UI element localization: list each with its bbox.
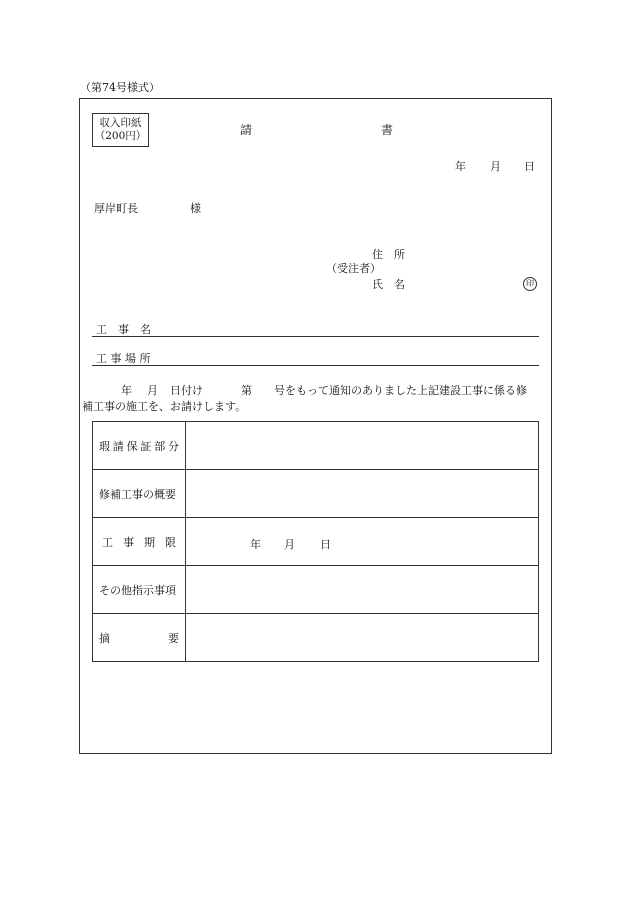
label-text: その他指示事項 [99, 583, 176, 597]
label-char: 工 [102, 535, 113, 549]
label-char: 要 [168, 631, 179, 645]
row-label-other-instructions [93, 566, 186, 614]
document-title-part1: 請 [240, 123, 253, 137]
table-row [93, 422, 539, 470]
body-month: 月 [147, 384, 158, 397]
row-label-remarks [93, 614, 186, 662]
addressee-honorific: 様 [190, 202, 201, 215]
warranty-value-cell[interactable] [186, 422, 539, 470]
address-label: 住 所 [372, 248, 405, 261]
body-day-dated: 日付け [170, 384, 203, 397]
label-char: 請 [112, 439, 124, 453]
label-char: 証 [140, 439, 152, 453]
row-label-work-deadline [93, 518, 186, 566]
table-row [93, 470, 539, 518]
label-char: 保 [126, 439, 138, 453]
body-year: 年 [121, 384, 132, 397]
stamp-amount: （200円） [94, 130, 147, 142]
table-row [93, 518, 539, 566]
other-instructions-value-cell[interactable] [186, 566, 539, 614]
table-row [93, 614, 539, 662]
deadline-month: 月 [284, 538, 295, 551]
label-char: 期 [144, 535, 155, 549]
work-name-label: 工 事 名 [96, 323, 151, 336]
label-char: 事 [123, 535, 134, 549]
row-label-warranty [93, 422, 186, 470]
work-site-field[interactable] [92, 365, 539, 366]
body-number-prefix: 第 [241, 384, 252, 397]
label-text: 修補工事の概要 [99, 487, 176, 501]
stamp-label: 収入印紙 [99, 116, 142, 129]
work-name-field[interactable] [92, 336, 539, 337]
seal-mark: 印 [523, 277, 537, 291]
body-text-line2: 補工事の施工を、お請けします。 [82, 400, 247, 413]
work-site-label: 工 事 場 所 [96, 352, 151, 365]
label-char: 瑕 [99, 439, 110, 453]
form-number: （第74号様式） [80, 81, 160, 94]
repair-overview-value-cell[interactable] [186, 470, 539, 518]
deadline-day: 日 [320, 538, 331, 551]
row-label-repair-overview [93, 470, 186, 518]
work-deadline-value-cell[interactable] [186, 518, 539, 566]
details-table [92, 421, 539, 662]
deadline-year: 年 [250, 538, 261, 551]
date-year: 年 [455, 160, 466, 173]
name-label: 氏 名 [372, 278, 405, 291]
label-char: 摘 [99, 631, 110, 645]
document-title-part2: 書 [381, 123, 394, 137]
revenue-stamp-box [92, 113, 149, 147]
label-char: 限 [165, 535, 176, 549]
date-day: 日 [524, 160, 535, 173]
label-char: 部 [154, 439, 166, 453]
remarks-value-cell[interactable] [186, 614, 539, 662]
date-month: 月 [490, 160, 501, 173]
label-char: 分 [167, 439, 179, 453]
table-row [93, 566, 539, 614]
contractor-role-label: （受注者） [326, 262, 381, 275]
addressee-name: 厚岸町長 [94, 202, 138, 215]
body-text-line1: 号をもって通知のありました上記建設工事に係る修 [274, 384, 527, 397]
